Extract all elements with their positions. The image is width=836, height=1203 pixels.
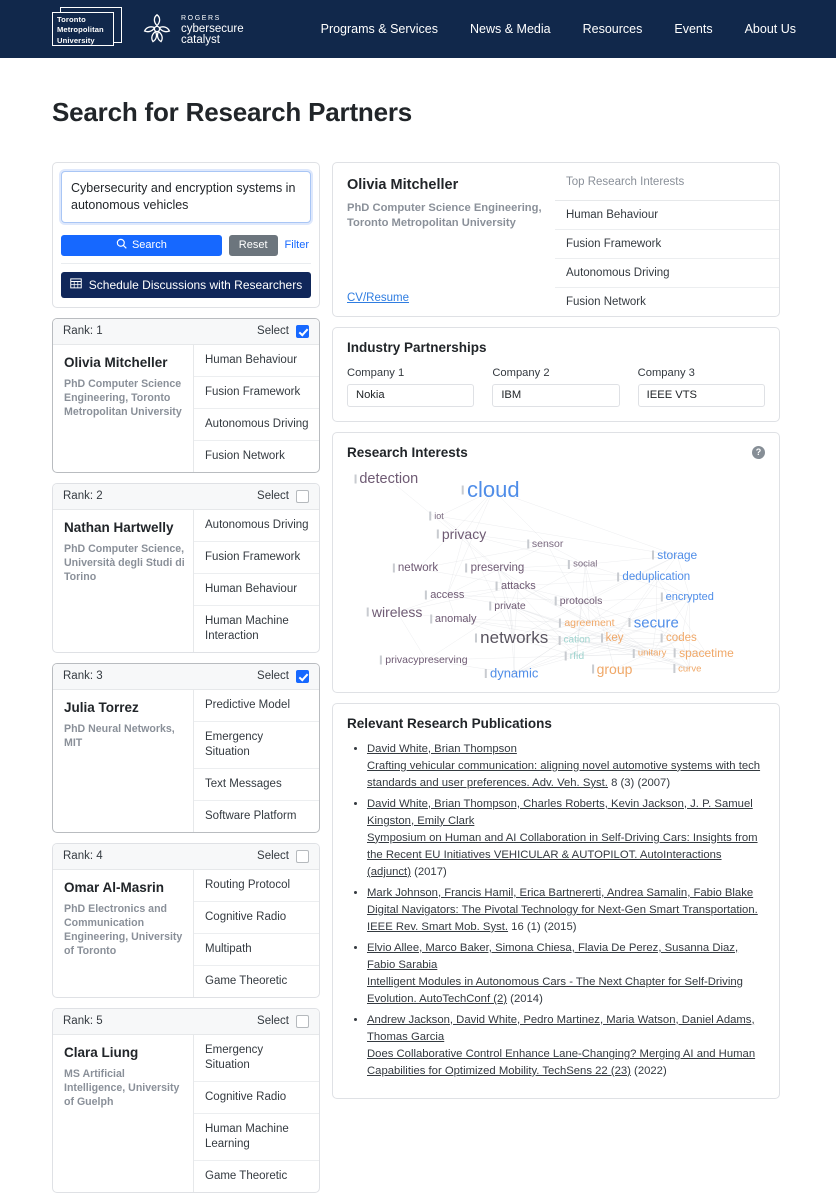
word-cloud-term: group	[596, 660, 633, 677]
word-cloud-term: rfid	[569, 649, 585, 662]
word-cloud-term: detection	[359, 471, 419, 488]
tmu-logo	[52, 10, 124, 48]
rogers-line-1: ROGERS	[181, 14, 221, 22]
word-cloud-term: network	[397, 562, 439, 575]
word-cloud-term: agreement	[564, 616, 615, 629]
topic-item: Software Platform	[205, 809, 297, 822]
word-cloud-term: dynamic	[489, 665, 539, 681]
company-field-2	[492, 367, 619, 407]
select-control[interactable]	[257, 1015, 309, 1028]
word-cloud-term: preserving	[470, 562, 525, 575]
publication-authors: Elvio Allee, Marco Baker, Simona Chiesa, Flavia De Perez, Susanna Diaz, Fabio Sarabia	[367, 941, 739, 971]
cv-resume-link[interactable]: CV/Resume	[347, 291, 409, 304]
publication-title: Intelligent Modules in Autonomous Cars - The Next Chapter for Self-Driving Evolution. AutoTechConf (2)	[367, 975, 743, 1005]
publication-title: Does Collaborative Control Enhance Lane-Changing? Merging AI and Human Capabilities for Optimized Mobility. TechSens 22 (23)	[367, 1047, 756, 1077]
top-interest-item: Autonomous Driving	[555, 259, 779, 288]
publication-citation: (2014)	[507, 992, 543, 1005]
topic-item: Game Theoretic	[205, 974, 288, 987]
rank-label: Rank: 1	[63, 325, 103, 338]
topic-item: Human Behaviour	[194, 574, 319, 606]
research-interests-title: Research Interests	[347, 444, 468, 460]
rank-label: Rank: 5	[63, 1015, 103, 1028]
researcher-info	[53, 690, 193, 832]
word-cloud-term: access	[430, 588, 465, 601]
result-card-body	[53, 345, 319, 472]
result-card-rank-4[interactable]	[52, 843, 320, 998]
word-cloud-term: wireless	[371, 604, 423, 621]
rank-label: Rank: 3	[63, 670, 103, 683]
relevant-publications-card	[332, 703, 780, 1099]
publication-item[interactable]	[367, 741, 765, 792]
filter-link[interactable]: Filter	[284, 239, 309, 252]
select-label: Select	[257, 850, 289, 863]
topic-item: Autonomous Driving	[194, 409, 319, 441]
schedule-button-label: Schedule Discussions with Researchers	[88, 277, 303, 292]
publication-citation: (2022)	[630, 1064, 667, 1077]
top-interest-item: Human Behaviour	[555, 201, 779, 230]
researcher-topics	[193, 690, 319, 832]
tmu-logo-line-2: Metropolitan	[57, 25, 104, 35]
profile-name: Olivia Mitcheller	[347, 176, 459, 193]
company-label: Company 2	[492, 366, 550, 379]
select-checkbox[interactable]	[296, 490, 309, 503]
select-control[interactable]	[257, 670, 309, 683]
company-label: Company 1	[347, 366, 405, 379]
industry-partnerships-title: Industry Partnerships	[347, 339, 487, 355]
topic-item: Cognitive Radio	[194, 1082, 319, 1114]
word-cloud-term: anomaly	[434, 612, 477, 625]
result-card-rank-3[interactable]	[52, 663, 320, 833]
publication-title: Symposium on Human and AI Collaboration in Self-Driving Cars: Insights from the Recent EU Initiatives VEHICULAR & AUTOPILOT. AutoInteractions (adjunct)	[367, 831, 758, 878]
publication-authors: Andrew Jackson, David White, Pedro Martinez, Maria Watson, Daniel Adams, Thomas Garcia	[367, 1013, 755, 1043]
company-input-2[interactable]	[492, 384, 619, 407]
researcher-affiliation: PhD Electronics and Communication Engineering, University of Toronto	[64, 902, 183, 957]
company-field-1	[347, 367, 474, 407]
publication-citation: 16 (1) (2015)	[508, 920, 577, 933]
researcher-info	[53, 510, 193, 652]
search-input[interactable]	[61, 171, 311, 223]
profile-summary	[333, 163, 555, 316]
industry-companies-row	[347, 367, 765, 407]
result-card-header	[53, 1009, 319, 1035]
topic-item: Game Theoretic	[205, 1169, 288, 1182]
publication-authors: Mark Johnson, Francis Hamil, Erica Bartnererti, Andrea Samalin, Fabio Blake	[367, 886, 754, 899]
select-control[interactable]	[257, 850, 309, 863]
select-checkbox[interactable]	[296, 325, 309, 338]
publication-authors: David White, Brian Thompson	[367, 742, 517, 755]
search-icon	[116, 238, 127, 252]
researcher-profile-card	[332, 162, 780, 317]
word-cloud-term: iot	[434, 511, 444, 522]
researcher-name: Nathan Hartwelly	[64, 519, 174, 535]
topic-item: Emergency Situation	[194, 722, 319, 769]
word-cloud-term: networks	[480, 628, 549, 648]
publication-title: Crafting vehicular communication: aligning novel automotive systems with tech standards and user preferences. Adv. Veh. Syst.	[367, 759, 761, 789]
researcher-name: Omar Al-Masrin	[64, 879, 165, 895]
researcher-name: Clara Liung	[64, 1044, 139, 1060]
nav-item-about-us[interactable]: About Us	[744, 22, 796, 36]
topic-item: Multipath	[194, 934, 319, 966]
publication-citation: 8 (3) (2007)	[607, 776, 671, 789]
select-control[interactable]	[257, 490, 309, 503]
research-interests-card	[332, 432, 780, 693]
publication-item[interactable]	[367, 796, 765, 881]
top-research-interests	[555, 163, 779, 316]
word-cloud-term: encrypted	[665, 590, 714, 603]
publication-item[interactable]	[367, 1012, 765, 1080]
word-cloud-term: cloud	[467, 476, 520, 502]
result-card-body	[53, 690, 319, 832]
site-header	[0, 0, 836, 58]
researcher-info	[53, 345, 193, 472]
nav-item-events[interactable]: Events	[674, 22, 713, 36]
top-interest-item: Fusion Network	[566, 295, 646, 308]
word-cloud-term: curve	[678, 663, 702, 675]
reset-button[interactable]: Reset	[229, 235, 278, 256]
word-cloud-term: private	[494, 599, 526, 612]
result-card-body	[53, 870, 319, 997]
topic-item: Fusion Network	[205, 449, 285, 462]
word-cloud-term: privacypreserving	[385, 654, 468, 666]
researcher-affiliation: PhD Computer Science Engineering, Toronto Metropolitan University	[64, 377, 182, 418]
select-checkbox[interactable]	[296, 670, 309, 683]
page-layout	[0, 162, 836, 1203]
industry-partnerships-card	[332, 327, 780, 422]
result-card-rank-2[interactable]	[52, 483, 320, 653]
word-cloud-term: sensor	[531, 538, 564, 551]
result-card-header	[53, 664, 319, 690]
tmu-logo-front-sheet	[52, 12, 114, 46]
nav-item-news-media[interactable]: News & Media	[470, 22, 551, 36]
company-field-3	[638, 367, 765, 407]
topic-item: Text Messages	[194, 769, 319, 801]
schedule-discussions-button[interactable]	[61, 272, 311, 298]
search-button[interactable]	[61, 235, 222, 256]
researcher-topics	[193, 345, 319, 472]
rogers-wordmark	[181, 13, 244, 46]
select-control[interactable]	[257, 325, 309, 338]
researcher-affiliation: PhD Computer Science, Università degli Studi di Torino	[64, 542, 185, 583]
word-cloud-term: secure	[633, 614, 679, 632]
top-interests-header: Top Research Interests	[555, 163, 779, 201]
word-cloud-term: spacetime	[679, 646, 734, 661]
company-input-1[interactable]	[347, 384, 474, 407]
publications-list	[347, 741, 765, 1080]
nav-item-programs-services[interactable]: Programs & Services	[320, 22, 439, 36]
calendar-icon	[70, 277, 82, 292]
select-label: Select	[257, 490, 289, 503]
researcher-info	[53, 1035, 193, 1192]
topic-item: Autonomous Driving	[194, 510, 319, 542]
rogers-line-2: cybersecure	[181, 22, 244, 35]
publication-item[interactable]	[367, 940, 765, 1008]
word-cloud-term: unitary	[637, 647, 667, 659]
topic-item: Fusion Framework	[194, 542, 319, 574]
rank-label: Rank: 4	[63, 850, 103, 863]
result-card-header	[53, 319, 319, 345]
topic-item: Human Machine Learning	[194, 1114, 319, 1161]
topic-item: Routing Protocol	[194, 870, 319, 902]
select-checkbox[interactable]	[296, 850, 309, 863]
researcher-topics	[193, 1035, 319, 1192]
results-sidebar	[52, 162, 320, 1203]
word-cloud-term: storage	[657, 548, 698, 563]
researcher-affiliation: PhD Neural Networks, MIT	[64, 722, 175, 749]
researcher-name: Julia Torrez	[64, 699, 139, 715]
researcher-info	[53, 870, 193, 997]
topic-item: Predictive Model	[194, 690, 319, 722]
select-checkbox[interactable]	[296, 1015, 309, 1028]
select-label: Select	[257, 1015, 289, 1028]
tmu-logo-line-3: University	[57, 35, 95, 45]
word-cloud-term: deduplication	[622, 571, 691, 584]
profile-affiliation: PhD Computer Science Engineering, Toronto Metropolitan University	[347, 201, 542, 229]
research-interests-header	[347, 445, 765, 460]
search-button-label: Search	[131, 239, 167, 252]
word-cloud-term: protocols	[559, 595, 603, 608]
company-input-3[interactable]	[638, 384, 765, 407]
word-cloud-term: key	[605, 632, 624, 645]
result-card-rank-1[interactable]	[52, 318, 320, 473]
rank-label: Rank: 2	[63, 490, 103, 503]
help-icon[interactable]: ?	[752, 446, 765, 459]
publication-title: Digital Navigators: The Pivotal Technology for Next-Gen Smart Transportation. IEEE Rev. Smart Mob. Syst.	[367, 903, 758, 933]
select-label: Select	[257, 325, 289, 338]
publication-citation: (2017)	[410, 865, 447, 878]
search-actions-row	[61, 228, 311, 263]
publications-title: Relevant Research Publications	[347, 715, 552, 731]
word-cloud-term: attacks	[500, 579, 536, 592]
top-interest-item: Fusion Framework	[555, 230, 779, 259]
page-title: Search for Research Partners	[52, 97, 413, 128]
word-cloud-term: codes	[666, 632, 697, 645]
topic-item: Human Behaviour	[194, 345, 319, 377]
result-card-rank-5[interactable]	[52, 1008, 320, 1193]
result-card-header	[53, 844, 319, 870]
search-panel	[52, 162, 320, 308]
publication-item[interactable]	[367, 885, 765, 936]
topic-item: Emergency Situation	[194, 1035, 319, 1082]
nav-item-resources[interactable]: Resources	[582, 22, 643, 36]
word-cloud-term: privacy	[441, 525, 487, 542]
flower-icon	[140, 12, 174, 46]
result-card-body	[53, 510, 319, 652]
detail-panel	[332, 162, 780, 1113]
select-label: Select	[257, 670, 289, 683]
company-label: Company 3	[637, 366, 695, 379]
word-cloud-term: cation	[563, 634, 591, 646]
main-navigation	[321, 22, 796, 36]
result-card-header	[53, 484, 319, 510]
researcher-topics	[193, 510, 319, 652]
topic-item: Cognitive Radio	[194, 902, 319, 934]
researcher-affiliation: MS Artificial Intelligence, University of Guelph	[64, 1067, 180, 1108]
rogers-cybersecure-catalyst-logo	[140, 12, 244, 46]
brand-logos	[52, 10, 244, 48]
rogers-line-3: catalyst	[181, 33, 220, 46]
researcher-topics	[193, 870, 319, 997]
result-card-body	[53, 1035, 319, 1192]
tmu-logo-line-1: Toronto	[57, 15, 86, 24]
publication-authors: David White, Brian Thompson, Charles Roberts, Kevin Jackson, J. P. Samuel Kingston, Emily Clark	[367, 797, 753, 827]
researcher-name: Olivia Mitcheller	[64, 354, 168, 370]
research-interests-word-cloud	[347, 464, 765, 682]
word-cloud-term: social	[573, 558, 598, 570]
topic-item: Human Machine Interaction	[205, 614, 289, 642]
topic-item: Fusion Framework	[194, 377, 319, 409]
schedule-section	[61, 263, 311, 307]
